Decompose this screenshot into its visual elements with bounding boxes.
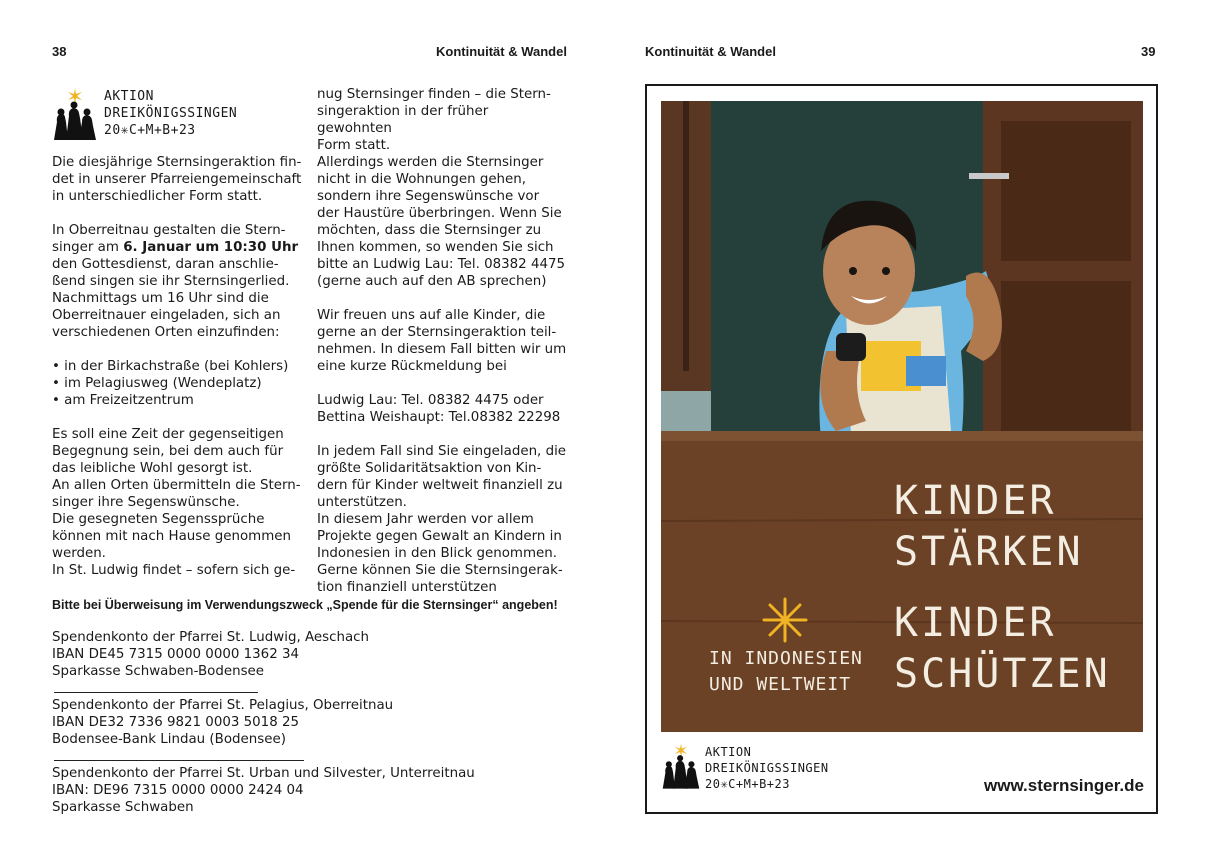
star-icon	[764, 599, 806, 641]
list-item: • im Pelagiusweg (Wendeplatz)	[52, 376, 262, 391]
text-line: Es soll eine Zeit der gegenseitigen	[52, 427, 284, 442]
text-line: Spendenkonto der Pfarrei St. Ludwig, Aeschach	[52, 630, 369, 645]
running-head-left: Kontinuität & Wandel	[436, 44, 567, 59]
text-line: ßend singen sie ihr Sternsingerlied.	[52, 274, 290, 289]
text-line: Nachmittags um 16 Uhr sind die	[52, 291, 269, 306]
text-line: nehmen. In diesem Fall bitten wir um	[317, 342, 567, 357]
text-line: Indonesien in den Blick genommen.	[317, 546, 557, 561]
text-line: Sparkasse Schwaben-Bodensee	[52, 664, 265, 679]
text-line: Form statt.	[317, 138, 391, 153]
text-line: In St. Ludwig findet – sofern sich ge-	[52, 563, 296, 578]
text-line: Sparkasse Schwaben	[52, 800, 194, 815]
text-line: Ludwig Lau: Tel. 08382 4475 oder	[317, 393, 544, 408]
logo-line-3: 20✳C+M+B+23	[104, 123, 196, 138]
text-line: Ihnen kommen, so wenden Sie sich	[317, 240, 554, 255]
text-line: den Gottesdienst, daran anschlie-	[52, 257, 279, 272]
text-line: Spendenkonto der Pfarrei St. Urban und Silvester, Unterreitnau	[52, 766, 475, 781]
text-column-1	[52, 154, 302, 579]
logo-line-3: 20✳C+M+B+23	[705, 777, 790, 791]
sternsinger-logo-left	[52, 86, 237, 142]
logo-line-2: DREIKÖNIGSSINGEN	[104, 106, 238, 121]
text-line: In Oberreitnau gestalten die Stern-	[52, 223, 286, 238]
transfer-note: Bitte bei Überweisung im Verwendungszweck „Spende für die Sternsinger“ angeben!	[52, 598, 558, 612]
text-line: das leibliche Wohl gesorgt ist.	[52, 461, 253, 476]
divider	[54, 760, 304, 761]
text-line: Die gesegneten Segenssprüche	[52, 512, 265, 527]
list-item: • am Freizeitzentrum	[52, 393, 194, 408]
text-line: größte Solidaritätsaktion von Kin-	[317, 461, 542, 476]
chalk-text-worldwide: UND WELTWEIT	[709, 674, 852, 695]
text-column-2	[317, 86, 567, 596]
text-line: IBAN: DE96 7315 0000 0000 2424 04	[52, 783, 304, 798]
page-number-right: 39	[1141, 44, 1156, 59]
text-line: Die diesjährige Sternsingeraktion fin-	[52, 155, 302, 170]
poster-photo	[661, 101, 1143, 732]
text-line: sondern ihre Segenswünsche vor	[317, 189, 540, 204]
text-line: singer ihre Segenswünsche.	[52, 495, 240, 510]
text-line: Begegnung sein, bei dem auch für	[52, 444, 284, 459]
text-line: nug Sternsinger finden – die Stern-	[317, 87, 551, 102]
text-line: (gerne auch auf den AB sprechen)	[317, 274, 547, 289]
text-line: Projekte gegen Gewalt an Kindern in	[317, 529, 562, 544]
date-time-emphasis: 6. Januar um 10:30 Uhr	[123, 240, 299, 255]
bank-account-2	[52, 697, 393, 748]
chalk-text-kinder-1: KINDER	[894, 478, 1057, 524]
logo-line-1: AKTION	[104, 89, 154, 104]
text-line: det in unserer Pfarreiengemeinschaft	[52, 172, 302, 187]
bank-account-3	[52, 765, 475, 816]
text-line: können mit nach Hause genommen	[52, 529, 291, 544]
three-kings-icon	[661, 740, 701, 792]
text-line: in unterschiedlicher Form statt.	[52, 189, 263, 204]
text-line: Bodensee-Bank Lindau (Bodensee)	[52, 732, 286, 747]
text-line: IBAN DE32 7336 9821 0003 5018 25	[52, 715, 300, 730]
text-line: dern für Kinder weltweit finanziell zu	[317, 478, 563, 493]
text-line: In jedem Fall sind Sie eingeladen, die	[317, 444, 567, 459]
three-kings-icon	[52, 86, 98, 142]
chalk-text-staerken: STÄRKEN	[894, 529, 1084, 575]
text-line: Bettina Weishaupt: Tel.08382 22298	[317, 410, 561, 425]
text-line: unterstützen.	[317, 495, 407, 510]
text-line: möchten, dass die Sternsinger zu	[317, 223, 542, 238]
text-line: bitte an Ludwig Lau: Tel. 08382 4475	[317, 257, 566, 272]
text-line: Oberreitnauer eingeladen, sich an	[52, 308, 281, 323]
text-line: der Haustüre überbringen. Wenn Sie	[317, 206, 562, 221]
text-line: Spendenkonto der Pfarrei St. Pelagius, Oberreitnau	[52, 698, 394, 713]
chalk-text-indonesia: IN INDONESIEN	[709, 648, 863, 669]
list-item: • in der Birkachstraße (bei Kohlers)	[52, 359, 289, 374]
text-line: Wir freuen uns auf alle Kinder, die	[317, 308, 546, 323]
chalk-text-kinder-2: KINDER	[894, 600, 1057, 646]
text-line: In diesem Jahr werden vor allem	[317, 512, 534, 527]
text-span: singer am	[52, 240, 124, 255]
text-line: IBAN DE45 7315 0000 0000 1362 34	[52, 647, 300, 662]
running-head-right: Kontinuität & Wandel	[645, 44, 776, 59]
text-line: An allen Orten übermitteln die Stern-	[52, 478, 301, 493]
bank-account-1	[52, 629, 369, 680]
sternsinger-logo-right	[661, 740, 829, 792]
text-line: verschiedenen Orten einzufinden:	[52, 325, 280, 340]
text-line: singeraktion in der früher gewohnten	[317, 104, 489, 136]
website-link[interactable]: www.sternsinger.de	[984, 776, 1144, 795]
text-line: gerne an der Sternsingeraktion teil-	[317, 325, 557, 340]
logo-line-2: DREIKÖNIGSSINGEN	[705, 761, 829, 775]
page-number-left: 38	[52, 44, 67, 59]
text-line: tion finanziell unterstützen	[317, 580, 497, 595]
text-line: nicht in die Wohnungen gehen,	[317, 172, 527, 187]
text-line: Allerdings werden die Sternsinger	[317, 155, 544, 170]
text-line	[52, 239, 302, 256]
text-line: eine kurze Rückmeldung bei	[317, 359, 507, 374]
text-line: werden.	[52, 546, 106, 561]
chalk-text-schuetzen: SCHÜTZEN	[894, 651, 1111, 697]
divider	[54, 692, 258, 693]
logo-line-1: AKTION	[705, 745, 752, 759]
text-line: Gerne können Sie die Sternsingerak-	[317, 563, 563, 578]
